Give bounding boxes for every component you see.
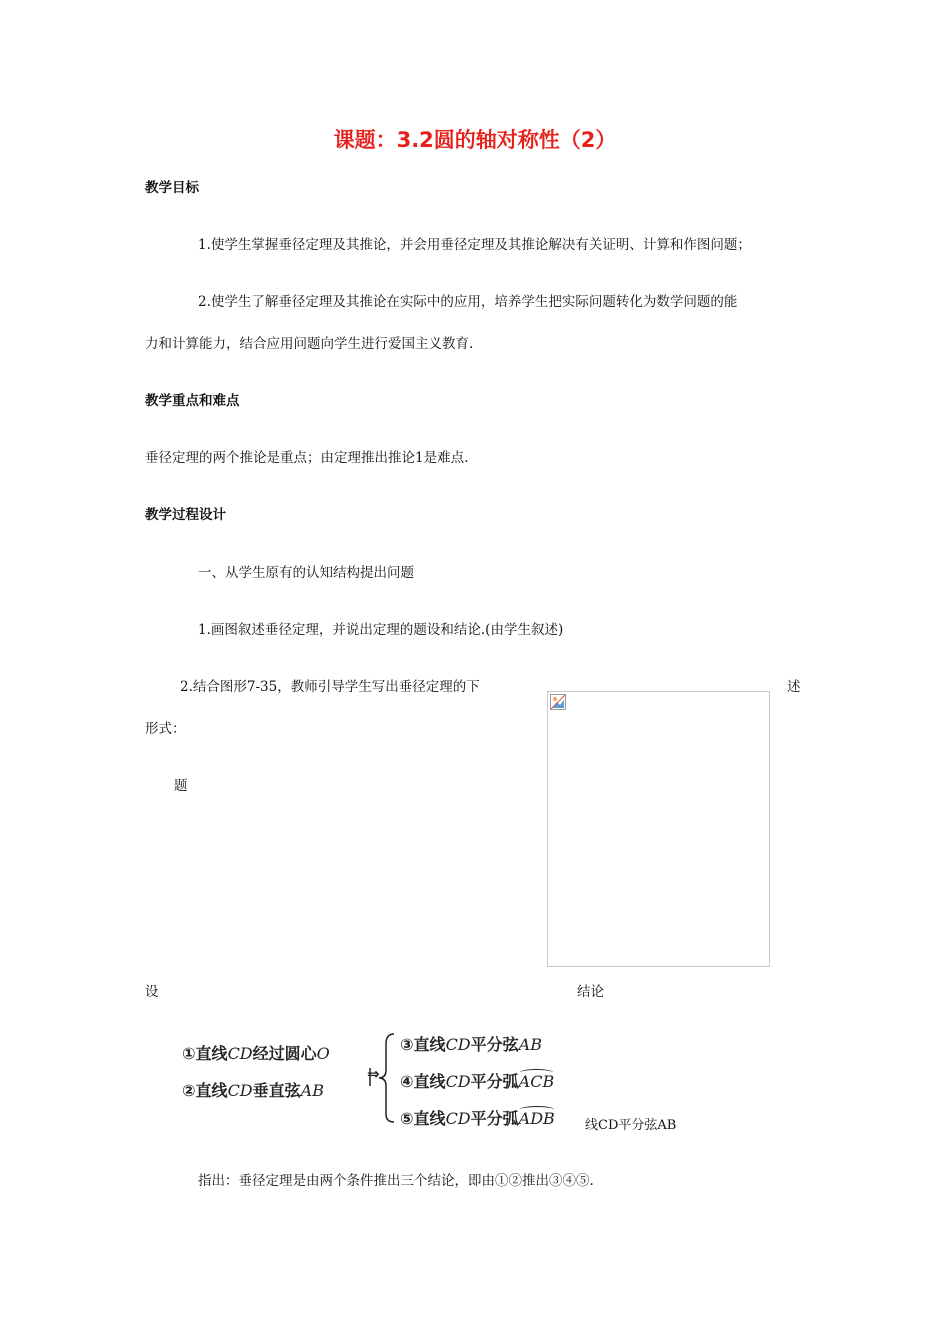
- item-1: 1.画图叙述垂径定理，并说出定理的题设和结论.(由学生叙述): [198, 622, 564, 638]
- goal-2-line-1: 2.使学生了解垂径定理及其推论在实际中的应用，培养学生把实际问题转化为数学问题的能: [198, 294, 738, 310]
- goal-2-line-2: 力和计算能力，结合应用问题向学生进行爱国主义教育.: [145, 336, 474, 352]
- note-text: 指出：垂径定理是由两个条件推出三个结论，即由①②推出③④⑤.: [198, 1173, 594, 1189]
- condition-2: ②直线CD垂直弦AB: [182, 1081, 324, 1100]
- key-points-text: 垂径定理的两个推论是重点；由定理推出推论1是难点.: [145, 450, 469, 466]
- label-conclusion: 结论: [577, 984, 604, 1000]
- step-one: 一、从学生原有的认知结构提出问题: [198, 565, 414, 581]
- diagram-tail-text: 线CD平分弦AB: [585, 1118, 677, 1133]
- process-heading: 教学过程设计: [145, 507, 226, 523]
- result-3: ③直线CD平分弦AB: [400, 1035, 542, 1054]
- item-2-left: 2.结合图形7-35，教师引导学生写出垂径定理的下: [180, 679, 480, 695]
- key-points-heading: 教学重点和难点: [145, 393, 240, 409]
- broken-image-icon: [550, 694, 566, 710]
- item-2-right: 述: [787, 679, 801, 695]
- goals-heading: 教学目标: [145, 180, 199, 196]
- item-2-continuation: 形式：: [145, 721, 186, 737]
- page-title: 课题：3.2圆的轴对称性（2）: [333, 128, 617, 152]
- theorem-diagram: [178, 1022, 598, 1132]
- implies-arrow: ⇒: [367, 1065, 380, 1083]
- result-5: ⑤直线CD平分弧ADB: [400, 1109, 555, 1128]
- label-she: 设: [145, 984, 159, 1000]
- figure-placeholder: [547, 691, 770, 967]
- goal-1: 1.使学生掌握垂径定理及其推论，并会用垂径定理及其推论解决有关证明、计算和作图问题；: [198, 237, 751, 253]
- result-4: ④直线CD平分弧ACB: [400, 1072, 555, 1091]
- label-ti: 题: [174, 778, 188, 794]
- condition-1: ①直线CD经过圆心O: [182, 1044, 330, 1063]
